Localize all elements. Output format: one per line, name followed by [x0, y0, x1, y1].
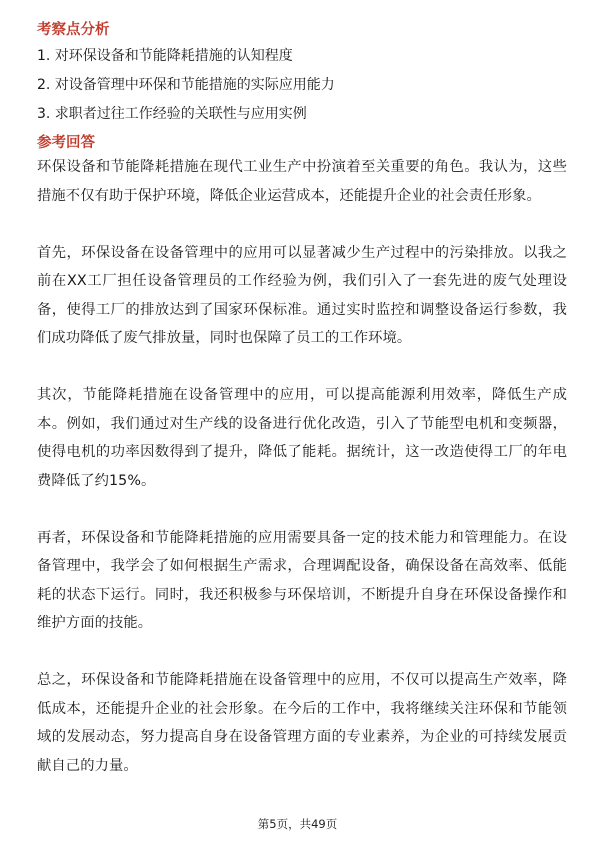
- answer-body: [37, 153, 567, 780]
- analysis-heading: 考察点分析: [37, 22, 110, 38]
- analysis-point: 2. 对设备管理中环保和节能措施的实际应用能力: [37, 77, 335, 93]
- analysis-point: 3. 求职者过往工作经验的关联性与应用实例: [37, 106, 307, 122]
- analysis-point: 1. 对环保设备和节能降耗措施的认知程度: [37, 48, 293, 64]
- answer-paragraph: 首先，环保设备在设备管理中的应用可以显著减少生产过程中的污染排放。以我之前在XX工厂担任设备管理员的工作经验为例，我们引入了一套先进的废气处理设备，使得工厂的排放达到了国家环保标准。通过实时监控和调整设备运行参数，我们成功降低了废气排放量，同时也保障了员工的工作环境。: [37, 244, 567, 346]
- answer-heading: 参考回答: [37, 135, 95, 151]
- answer-paragraph: 总之，环保设备和节能降耗措施在设备管理中的应用，不仅可以提高生产效率，降低成本，还能提升企业的社会形象。在今后的工作中，我将继续关注环保和节能领域的发展动态，努力提高自身在设备管理方面的专业素养，为企业的可持续发展贡献自己的力量。: [37, 672, 567, 774]
- answer-paragraph: 环保设备和节能降耗措施在现代工业生产中扮演着至关重要的角色。我认为，这些措施不仅有助于保护环境，降低企业运营成本，还能提升企业的社会责任形象。: [37, 159, 567, 204]
- document-page: [37, 20, 567, 809]
- analysis-points-list: [37, 46, 567, 124]
- page-number-footer: 第5页，共49页: [257, 817, 338, 831]
- answer-paragraph: 再者，环保设备和节能降耗措施的应用需要具备一定的技术能力和管理能力。在设备管理中，我学会了如何根据生产需求，合理调配设备，确保设备在高效率、低能耗的状态下运行。同时，我还积极参与环保培训，不断提升自身在环保设备操作和维护方面的技能。: [37, 529, 567, 631]
- answer-paragraph: 其次，节能降耗措施在设备管理中的应用，可以提高能源利用效率，降低生产成本。例如，我们通过对生产线的设备进行优化改造，引入了节能型电机和变频器，使得电机的功率因数得到了提升，降低了能耗。据统计，这一改造使得工厂的年电费降低了约15%。: [37, 387, 567, 489]
